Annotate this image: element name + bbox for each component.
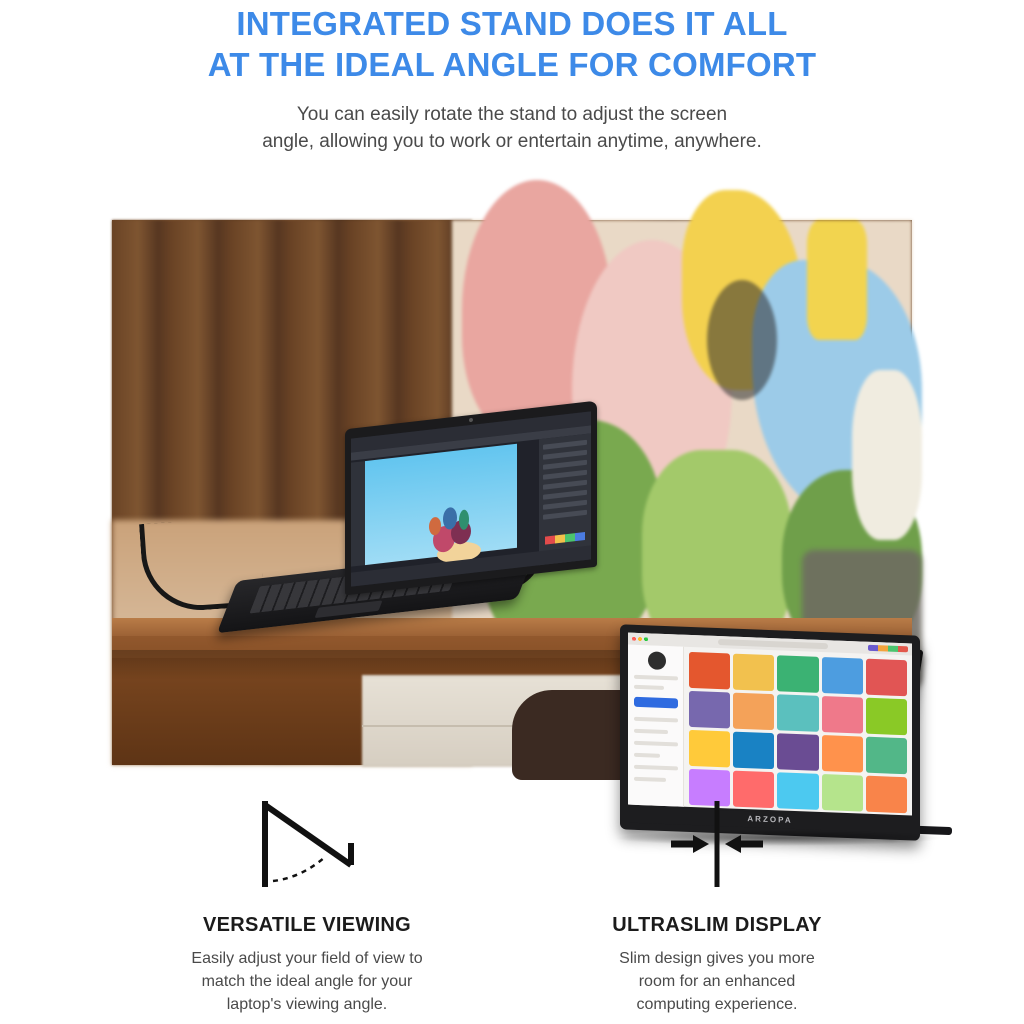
monitor-screen: [628, 633, 912, 816]
laptop-webcam: [469, 418, 473, 422]
gallery-tile[interactable]: [866, 698, 907, 736]
gallery-tile[interactable]: [689, 652, 730, 690]
hero-product-photo: [112, 220, 912, 825]
gallery-tile[interactable]: [822, 735, 863, 773]
gallery-tile[interactable]: [866, 659, 907, 697]
headline-line-2: AT THE IDEAL ANGLE FOR COMFORT: [207, 46, 817, 83]
subheadline-line-2: angle, allowing you to work or entertain anytime, anywhere.: [262, 131, 762, 152]
gallery-tile[interactable]: [689, 691, 730, 729]
feature-ultraslim-display: [567, 790, 867, 1016]
feature-row: [0, 790, 1024, 1016]
feature-versatile-viewing: [157, 790, 457, 1016]
feature-desc-line-1: Easily adjust your field of view to: [191, 950, 423, 967]
gallery-tile[interactable]: [777, 655, 818, 693]
gallery-tile[interactable]: [733, 693, 774, 731]
gallery-tile[interactable]: [777, 733, 818, 771]
gallery-tile[interactable]: [822, 696, 863, 734]
browser-extensions[interactable]: [868, 645, 908, 653]
editor-tool-palette: [351, 461, 365, 567]
gallery-tile[interactable]: [822, 657, 863, 695]
gallery-tile[interactable]: [777, 694, 818, 732]
monitor-brand-logo: ARZOPA: [747, 814, 793, 825]
window-controls[interactable]: [632, 637, 648, 642]
laptop-screen: [351, 411, 591, 586]
feature-title: VERSATILE VIEWING: [202, 914, 412, 936]
laptop-lid: [345, 401, 597, 596]
avatar[interactable]: [648, 651, 666, 670]
gallery-tile[interactable]: [733, 654, 774, 692]
versatile-viewing-icon: [157, 790, 457, 900]
feature-title: ULTRASLIM DISPLAY: [612, 914, 822, 936]
headline-line-1: INTEGRATED STAND DOES IT ALL: [236, 5, 788, 42]
app-sidebar: [628, 645, 684, 807]
asset-gallery-grid[interactable]: [686, 649, 910, 814]
gallery-tile[interactable]: [866, 737, 907, 775]
feature-desc-line-2: room for an enhanced: [638, 973, 796, 990]
feature-desc-line-3: computing experience.: [636, 996, 798, 1013]
page-headline: [0, 0, 1024, 85]
address-bar[interactable]: [718, 639, 828, 649]
feature-description: [157, 947, 457, 1016]
feature-desc-line-3: laptop's viewing angle.: [226, 996, 388, 1013]
laptop: [227, 415, 497, 645]
feature-desc-line-2: match the ideal angle for your: [201, 973, 413, 990]
gallery-tile[interactable]: [689, 730, 730, 768]
page-subheadline: [0, 101, 1024, 155]
gallery-tile[interactable]: [733, 732, 774, 770]
primary-action-button[interactable]: [634, 697, 678, 709]
feature-desc-line-1: Slim design gives you more: [619, 950, 815, 967]
ultraslim-display-icon: [567, 790, 867, 900]
editor-canvas: [365, 444, 517, 565]
subheadline-line-1: You can easily rotate the stand to adjust the screen: [296, 104, 728, 125]
feature-description: [567, 947, 867, 1016]
